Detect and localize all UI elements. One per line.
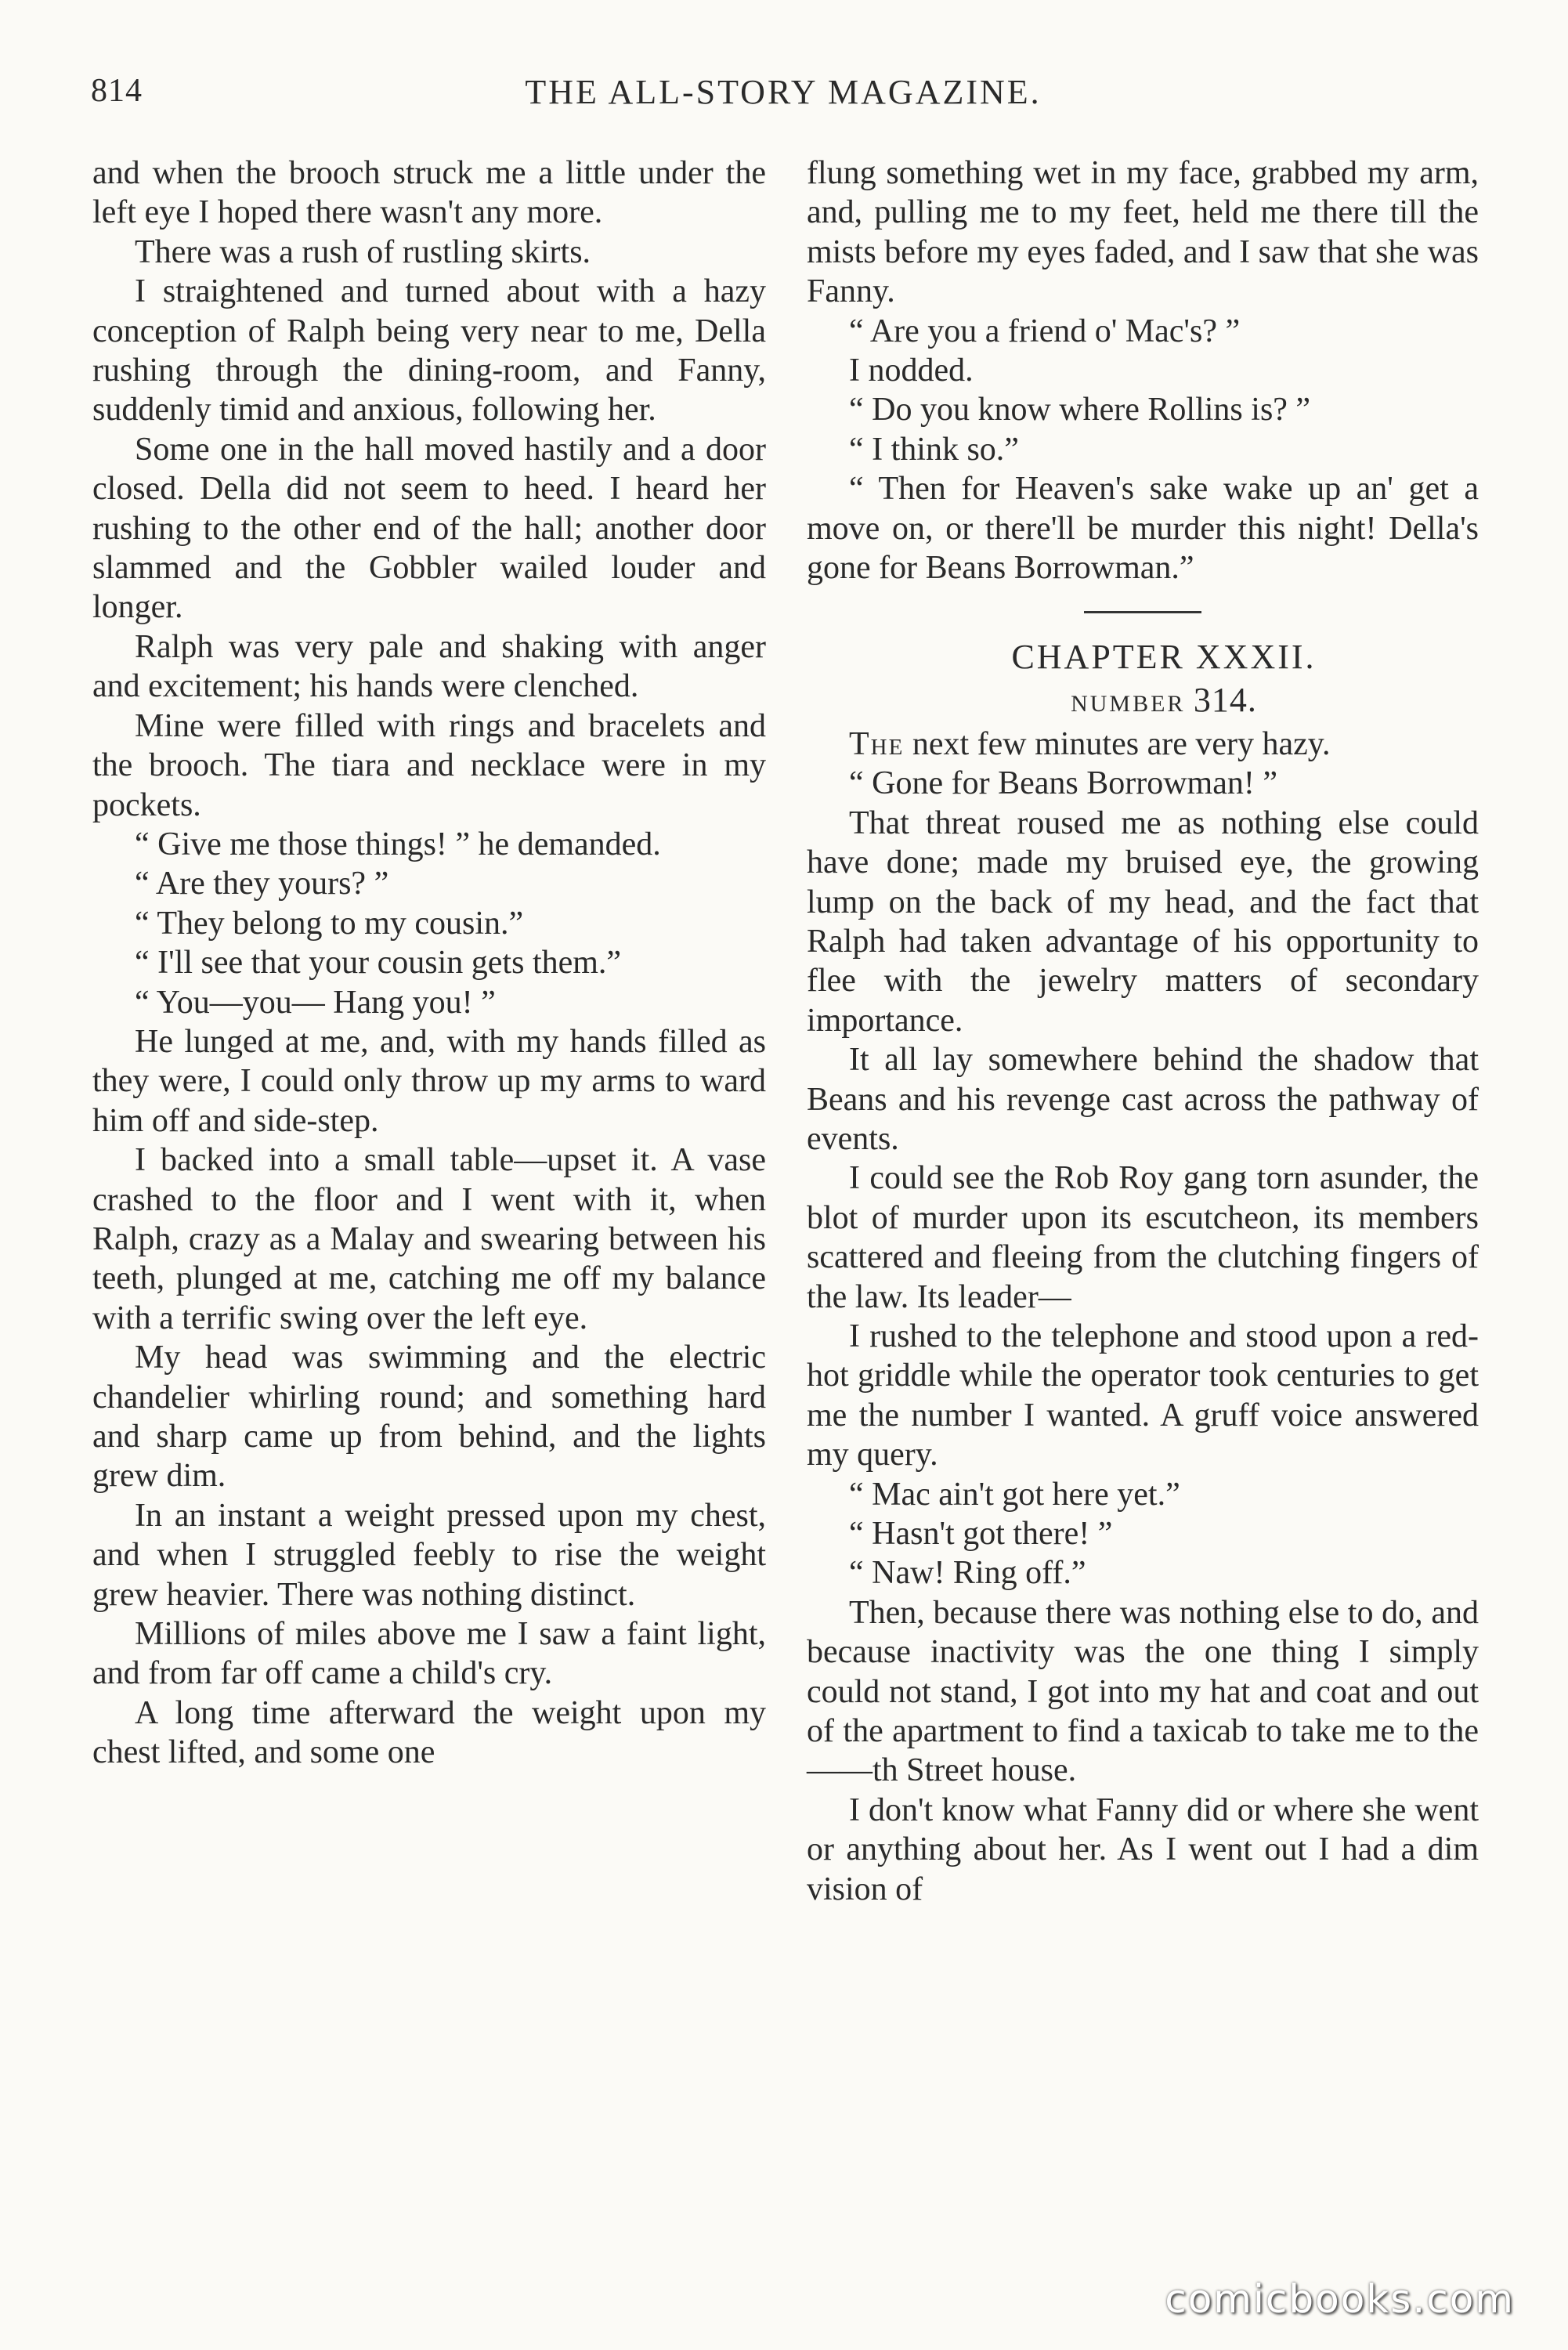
- running-title: THE ALL-STORY MAGAZINE.: [525, 73, 1042, 111]
- paragraph: “ They belong to my cousin.”: [135, 905, 524, 942]
- paragraph: “ Give me those things! ” he demanded.: [135, 826, 661, 862]
- paragraph: There was a rush of rustling skirts.: [135, 233, 591, 270]
- page-header: [91, 72, 1476, 122]
- paragraph: and when the brooch struck me a little under the left eye I hoped there wasn't any more.: [92, 155, 766, 231]
- paragraph: “ Naw! Ring off.”: [849, 1555, 1086, 1592]
- paragraph: “ I think so.”: [849, 431, 1019, 468]
- paragraph: “ Do you know where Rollins is? ”: [849, 392, 1311, 428]
- paragraph: I backed into a small table—upset it. A vase crashed to the floor and I went with it, when Ralph, crazy as a Malay and swearing between his teeth, plunged at me, catching me off my balance with a terrific swing over the left eye.: [92, 1142, 766, 1336]
- paragraph: He lunged at me, and, with my hands filled as they were, I could only throw up my arms to ward him off and side-step.: [92, 1023, 766, 1139]
- paragraph: My head was swimming and the electric chandelier whirling round; and something hard and sharp came up from behind, and the lights grew dim.: [92, 1340, 766, 1495]
- section-divider: [1084, 611, 1201, 613]
- paragraph: That threat roused me as nothing else could have done; made my bruised eye, the growing lump on the back of my head, and the fact that Ralph had taken advantage of his opportunity to flee with the jewelry matters of secondary importance.: [807, 804, 1479, 1039]
- paragraph: “ Mac ain't got here yet.”: [849, 1476, 1180, 1513]
- page-number: 814: [91, 73, 143, 109]
- chapter-subtitle: [807, 681, 1479, 724]
- paragraph-rest: next few minutes are very hazy.: [904, 725, 1331, 762]
- paragraph: I rushed to the telephone and stood upon a red-hot griddle while the operator took centuries to get me the number I wanted. A gruff voice answered my query.: [807, 1318, 1479, 1473]
- paragraph: Then, because there was nothing else to do, and because inactivity was the one thing I simply could not stand, I got into my hat and coat and out of the apartment to find a taxicab to take me to the ——th Street house.: [807, 1594, 1479, 1789]
- paragraph: I straightened and turned about with a hazy conception of Ralph being very near to me, Della rushing through the dining-room, and Fanny, suddenly timid and anxious, following her.: [92, 273, 766, 428]
- paragraph: “ Hasn't got there! ”: [849, 1516, 1113, 1552]
- chapter-subtitle-number: 314.: [1193, 681, 1257, 720]
- drop-first-word: The: [849, 725, 905, 762]
- paragraph: “ Are you a friend o' Mac's? ”: [849, 313, 1241, 349]
- paragraph: “ You—you— Hang you! ”: [135, 984, 496, 1021]
- paragraph: Ralph was very pale and shaking with anger and excitement; his hands were clenched.: [92, 628, 766, 705]
- left-column: [92, 154, 766, 1773]
- paragraph: Some one in the hall moved hastily and a door closed. Della did not seem to heed. I heard her rushing to the other end of the hall; another door slammed and the Gobbler wailed louder and longer.: [92, 431, 766, 626]
- paragraph: A long time afterward the weight upon my chest lifted, and some one: [92, 1694, 766, 1771]
- paragraph: It all lay somewhere behind the shadow that Beans and his revenge cast across the pathway of events.: [807, 1042, 1479, 1157]
- right-column: [807, 154, 1479, 1909]
- chapter-title: CHAPTER XXXII.: [1011, 638, 1317, 677]
- chapter-subtitle-label: NUMBER: [1071, 691, 1186, 718]
- paragraph: “ I'll see that your cousin gets them.”: [135, 945, 622, 982]
- paragraph: flung something wet in my face, grabbed my arm, and, pulling me to my feet, held me there till the mists before my eyes faded, and I saw that she was Fanny.: [807, 155, 1479, 310]
- paragraph: “ Then for Heaven's sake wake up an' get a move on, or there'll be murder this night! Della's gone for Beans Borrowman.”: [807, 471, 1479, 587]
- paragraph: I nodded.: [849, 352, 974, 389]
- paragraph: Mine were filled with rings and bracelets and the brooch. The tiara and necklace were in my pockets.: [92, 707, 766, 823]
- paragraph: I don't know what Fanny did or where she went or anything about her. As I went out I had a dim vision of: [807, 1791, 1479, 1907]
- paragraph: [807, 725, 1479, 764]
- paragraph: In an instant a weight pressed upon my chest, and when I struggled feebly to rise the weight grew heavier. There was nothing distinct.: [92, 1497, 766, 1613]
- site-watermark: comicbooks.com: [1165, 2276, 1515, 2322]
- paragraph: “ Are they yours? ”: [135, 866, 389, 902]
- paragraph: Millions of miles above me I saw a faint light, and from far off came a child's cry.: [92, 1616, 766, 1692]
- paragraph: “ Gone for Beans Borrowman! ”: [849, 765, 1277, 802]
- paragraph: I could see the Rob Roy gang torn asunder, the blot of murder upon its escutcheon, its members scattered and fleeing from the clutching fingers of the law. Its leader—: [807, 1160, 1479, 1315]
